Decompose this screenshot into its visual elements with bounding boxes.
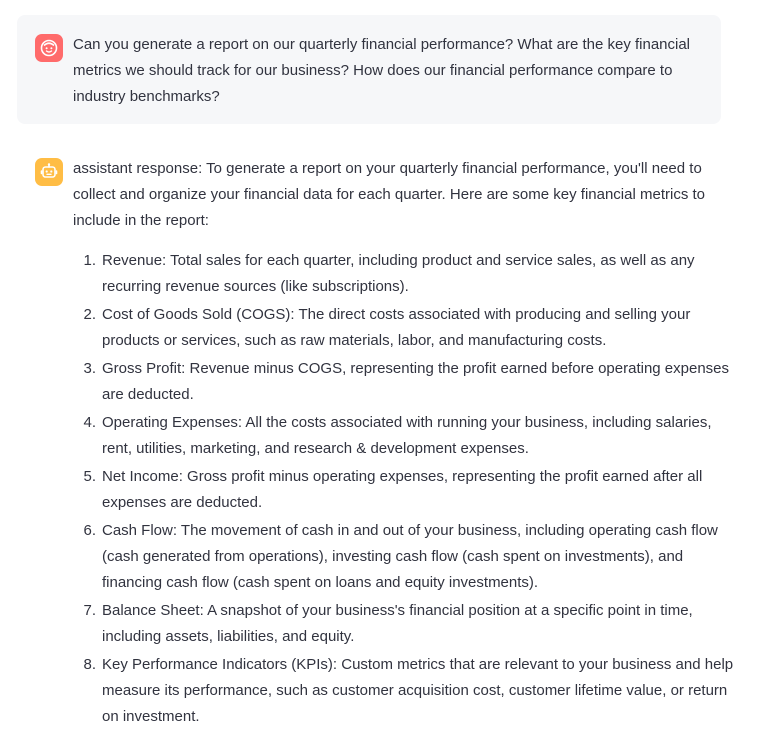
list-item-text: Cash Flow: The movement of cash in and out of your business, including operating cash flow (cash generated from operations), investing cash flow (cash spent on investments), and financing cash flow (cash spent on loans and equity investments). — [102, 522, 718, 591]
user-avatar — [35, 34, 63, 62]
list-item — [83, 410, 742, 462]
user-face-icon — [39, 38, 59, 58]
list-item — [83, 518, 742, 596]
list-item — [83, 652, 742, 730]
list-item-text: Balance Sheet: A snapshot of your business's financial position at a specific point in time, including assets, liabilities, and equity. — [102, 602, 693, 645]
user-message-text: Can you generate a report on our quarterly financial performance? What are the key financial metrics we should track for our business? How does our financial performance compare to industry benchmarks? — [73, 36, 691, 105]
assistant-intro-text: assistant response: To generate a report on your quarterly financial performance, you'll need to collect and organize your financial data for each quarter. Here are some key financial metrics to include in the report: — [73, 160, 705, 229]
list-item-number: 1. — [83, 252, 96, 269]
user-message — [17, 15, 721, 124]
list-item-number: 2. — [83, 306, 96, 323]
list-item-number: 4. — [83, 414, 96, 431]
assistant-avatar — [35, 158, 63, 186]
list-item — [83, 302, 742, 354]
list-item-text: Revenue: Total sales for each quarter, including product and service sales, as well as any recurring revenue sources (like subscriptions). — [102, 252, 695, 295]
list-item-number: 5. — [83, 468, 96, 485]
list-item-text: Key Performance Indicators (KPIs): Custom metrics that are relevant to your business and help measure its performance, such as customer acquisition cost, customer lifetime value, or return on investment. — [102, 656, 734, 725]
list-item — [83, 356, 742, 408]
list-item-number: 7. — [83, 602, 96, 619]
list-item-number: 8. — [83, 656, 96, 673]
list-item-text: Operating Expenses: All the costs associated with running your business, including salaries, rent, utilities, marketing, and research & development expenses. — [102, 414, 712, 457]
robot-icon — [39, 162, 59, 182]
list-item — [83, 464, 742, 516]
list-item-text: Gross Profit: Revenue minus COGS, representing the profit earned before operating expenses are deducted. — [102, 360, 730, 403]
list-item-text: Net Income: Gross profit minus operating expenses, representing the profit earned after all expenses are deducted. — [102, 468, 703, 511]
list-item — [83, 598, 742, 650]
metric-list — [83, 248, 742, 732]
list-item-number: 3. — [83, 360, 96, 377]
list-item-text: Cost of Goods Sold (COGS): The direct costs associated with producing and selling your products or services, such as raw materials, labor, and manufacturing costs. — [102, 306, 691, 349]
list-item — [83, 248, 742, 300]
list-item-number: 6. — [83, 522, 96, 539]
